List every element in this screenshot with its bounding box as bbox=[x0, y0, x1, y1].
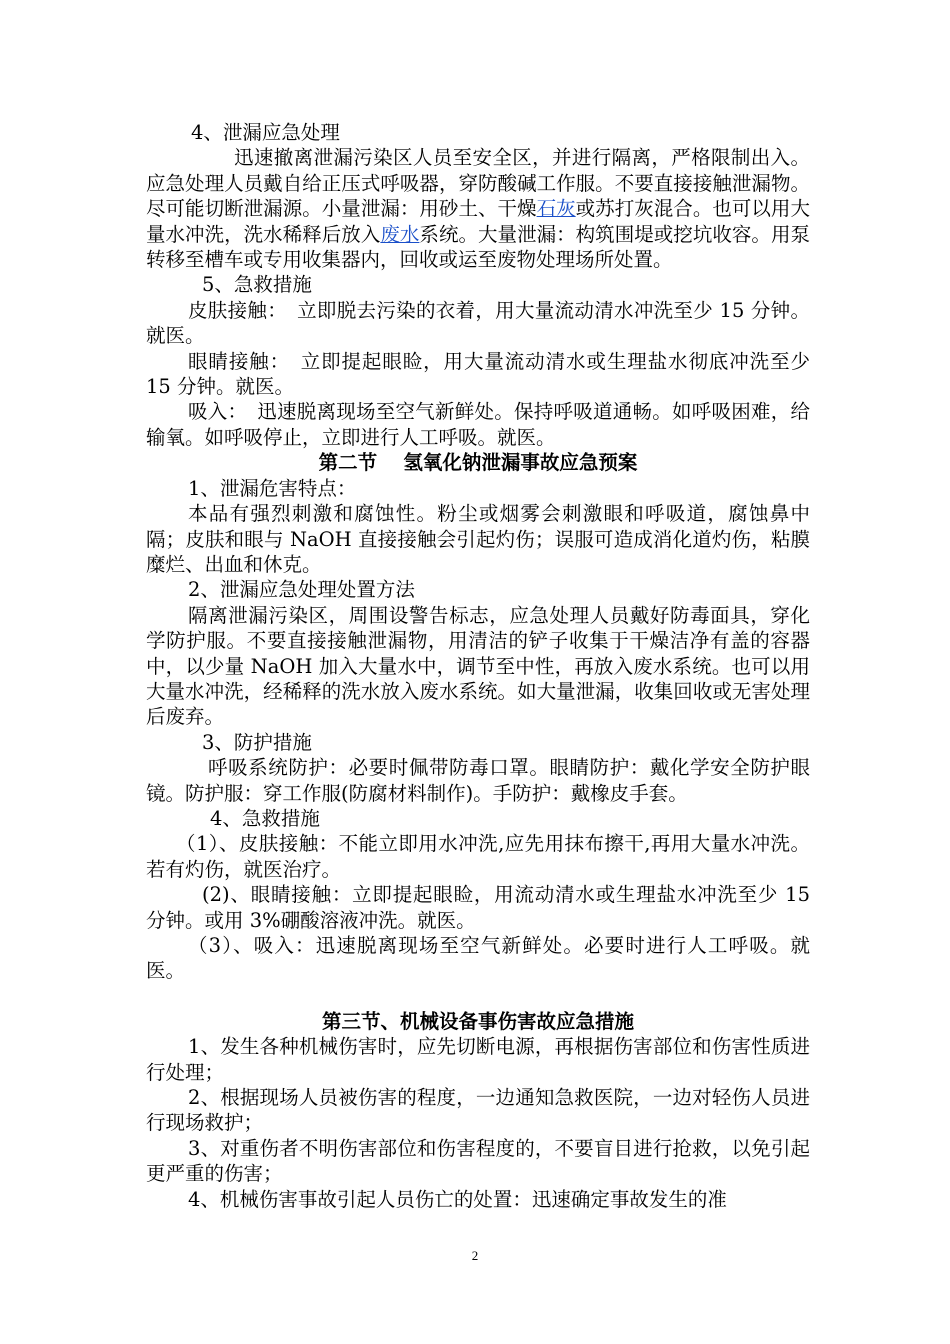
s2-protection-body: 呼吸系统防护：必要时佩带防毒口罩。眼睛防护：戴化学安全防护眼镜。防护服：穿工作服(防腐材料制作)。手防护：戴橡皮手套。 bbox=[146, 756, 810, 805]
s3-item-4: 4、机械伤害事故引起人员伤亡的处置：迅速确定事故发生的准 bbox=[188, 1187, 727, 1211]
s3-item-1: 1、发生各种机械伤害时，应先切断电源，再根据伤害部位和伤害性质进行处理； bbox=[146, 1035, 810, 1084]
section3-heading: 第三节、机械设备事伤害故应急措施 bbox=[321, 1009, 634, 1033]
wastewater-link[interactable]: 废水 bbox=[380, 222, 420, 246]
leak-handling-title: 4、泄漏应急处理 bbox=[191, 121, 340, 144]
section2-heading: 第二节 氢氧化钠泄漏事故应急预案 bbox=[318, 451, 638, 475]
page-content bbox=[146, 120, 810, 1212]
s2-leak-title: 2、泄漏应急处理处置方法 bbox=[188, 578, 415, 602]
leak-handling-body: 迅速撤离泄漏污染区人员至安全区，并进行隔离，严格限制出入。应急处理人员戴自给正压式呼吸器，穿防酸碱工作服。不要直接接触泄漏物。尽可能切断泄漏源。小量泄漏：用砂土、干燥石灰或苏打灰混合。也可以用大量水冲洗，洗水稀释后放入废水系统。大量泄漏：构筑围堤或挖坑收容。用泵转移至槽车或专用收集器内，回收或运至废物处理场所处置。 bbox=[146, 146, 810, 272]
s2-hazard-body: 本品有强烈刺激和腐蚀性。粉尘或烟雾会刺激眼和呼吸道，腐蚀鼻中隔；皮肤和眼与 NaOH 直接接触会引起灼伤；误服可造成消化道灼伤，粘膜糜烂、出血和休克。 bbox=[146, 502, 810, 576]
page-number: 2 bbox=[471, 1248, 479, 1263]
inhalation: 吸入： 迅速脱离现场至空气新鲜处。保持呼吸道通畅。如呼吸困难，给输氧。如呼吸停止，立即进行人工呼吸。就医。 bbox=[146, 400, 810, 449]
s2-leak-body: 隔离泄漏污染区，周围设警告标志，应急处理人员戴好防毒面具，穿化学防护服。不要直接接触泄漏物，用清洁的铲子收集于干燥洁净有盖的容器中，以少量 NaOH 加入大量水中，调节至中性，再放入废水系统。也可以用大量水冲洗，经稀释的洗水放入废水系统。如大量泄漏，收集回收或无害处理后废弃。 bbox=[146, 603, 810, 729]
s3-item-3: 3、对重伤者不明伤害部位和伤害程度的，不要盲目进行抢救，以免引起更严重的伤害； bbox=[146, 1136, 810, 1186]
lime-link[interactable]: 石灰 bbox=[536, 197, 576, 221]
blank-line bbox=[146, 984, 810, 1009]
s3-item-2: 2、根据现场人员被伤害的程度，一边通知急救医院，一边对轻伤人员进行现场救护； bbox=[146, 1086, 810, 1135]
s2-aid-skin: （1）、皮肤接触：不能立即用水冲洗,应先用抹布擦干,再用大量水冲洗。若有灼伤，就医治疗。 bbox=[146, 832, 810, 881]
skin-contact: 皮肤接触： 立即脱去污染的衣着，用大量流动清水冲洗至少 15 分钟。就医。 bbox=[146, 298, 810, 348]
first-aid-title: 5、急救措施 bbox=[202, 273, 312, 297]
s2-protection-title: 3、防护措施 bbox=[202, 730, 312, 754]
s2-aid-eye: (2)、眼睛接触：立即提起眼睑，用流动清水或生理盐水冲洗至少 15 分钟。或用 3%硼酸溶液冲洗。就医。 bbox=[146, 883, 810, 932]
s2-aid-title: 4、急救措施 bbox=[210, 806, 320, 830]
s2-aid-inhale: （3）、吸入：迅速脱离现场至空气新鲜处。必要时进行人工呼吸。就医。 bbox=[146, 934, 810, 983]
eye-contact: 眼睛接触： 立即提起眼睑，用大量流动清水或生理盐水彻底冲洗至少 15 分钟。就医。 bbox=[146, 349, 810, 399]
s2-hazard-title: 1、泄漏危害特点： bbox=[188, 476, 357, 500]
